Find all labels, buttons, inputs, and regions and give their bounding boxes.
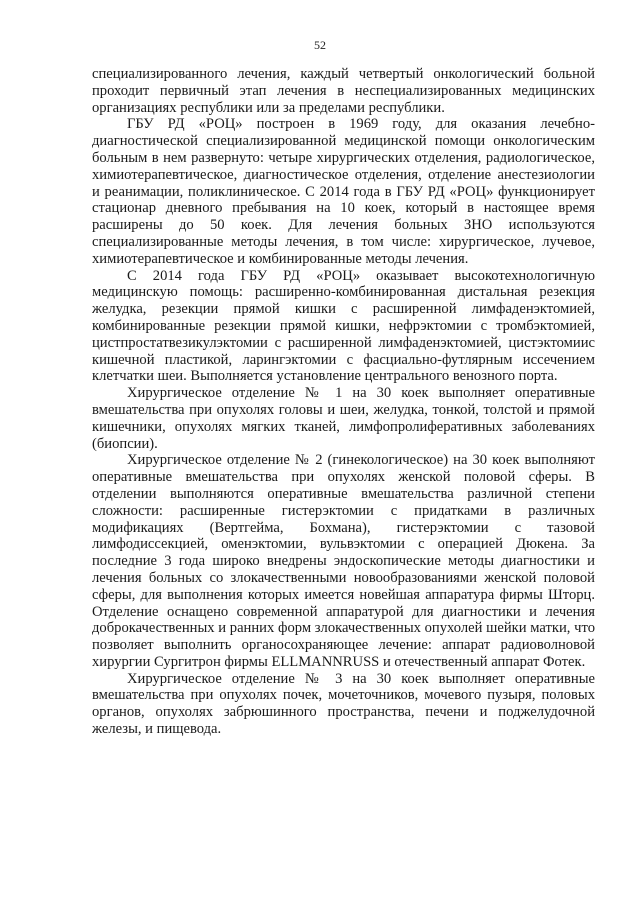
paragraph-center-overview: ГБУ РД «РОЦ» построен в 1969 году, для оказания лечебно-диагностической специализированной медицинской помощи онкологическим больным в нем развернуто: четыре хирургических отделения, радиологическое, химиотерапевтическое, диагностическое отделения, отделение анестезиологии и реанимации, поликлиническое. С 2014 года в ГБУ РД «РОЦ» функционирует стационар дневного пребывания на 10 коек, который в настоящее время расширены до 50 коек. Для лечения больных ЗНО используются специализированные методы лечения, в том числе: хирургическое, лучевое, химиотерапевтическое и комбинированные методы лечения.	[92, 116, 595, 267]
paragraph-continuation: специализированного лечения, каждый четвертый онкологический больной проходит первичный этап лечения в неспециализированных медицинских организациях республики или за пределами республики.	[92, 66, 595, 116]
document-body	[92, 66, 595, 738]
paragraph-surgical-dept-2: Хирургическое отделение № 2 (гинекологическое) на 30 коек выполняют оперативные вмешательства при опухолях женской половой сферы. В отделении выполняются оперативные вмешательства различной степени сложности: расширенные гистерэктомии с придатками в различных модификациях (Вертгейма, Бохмана), гистерэктомии с тазовой лимфодиссекцией, оменэктомии, вульвэктомии с операцией Дюкена. За последние 3 года широко внедрены эндоскопические методы диагностики и лечения больных со злокачественными новообразованиями женской половой сферы, для выполнения которых имеется новейшая аппаратура фирмы Шторц. Отделение оснащено современной аппаратурой для диагностики и лечения доброкачественных и ранних форм злокачественных опухолей шейки матки, что позволяет выполнить органосохраняющее лечение: аппарат радиоволновой хирургии Сургитрон фирмы ELLMANNRUSS и отечественный аппарат Фотек.	[92, 452, 595, 670]
paragraph-high-tech-care: С 2014 года ГБУ РД «РОЦ» оказывает высокотехнологичную медицинскую помощь: расширенно-комбинированная дистальная резекция желудка, резекции прямой кишки с расширенной лимфаденэктомией, комбинированные резекции прямой кишки, нефрэктомии с тромбэктомией, цистпростатвезикулэктомии с расширенной лимфаденэктомией, цистэктомиис кишечной пластикой, ларингэктомии с фасциально-футлярным иссечением клетчатки шеи. Выполняется установление центрального венозного порта.	[92, 267, 595, 385]
page-number: 52	[314, 38, 326, 52]
paragraph-surgical-dept-3: Хирургическое отделение № 3 на 30 коек выполняет оперативные вмешательства при опухолях почек, мочеточников, мочевого пузыря, половых органов, опухолях забрюшинного пространства, печени и поджелудочной железы, и пищевода.	[92, 670, 595, 738]
paragraph-surgical-dept-1: Хирургическое отделение № 1 на 30 коек выполняет оперативные вмешательства при опухолях головы и шеи, желудка, тонкой, толстой и прямой кишечники, опухолях мягких тканей, лимфопролиферативных заболеваниях (биопсии).	[92, 385, 595, 452]
